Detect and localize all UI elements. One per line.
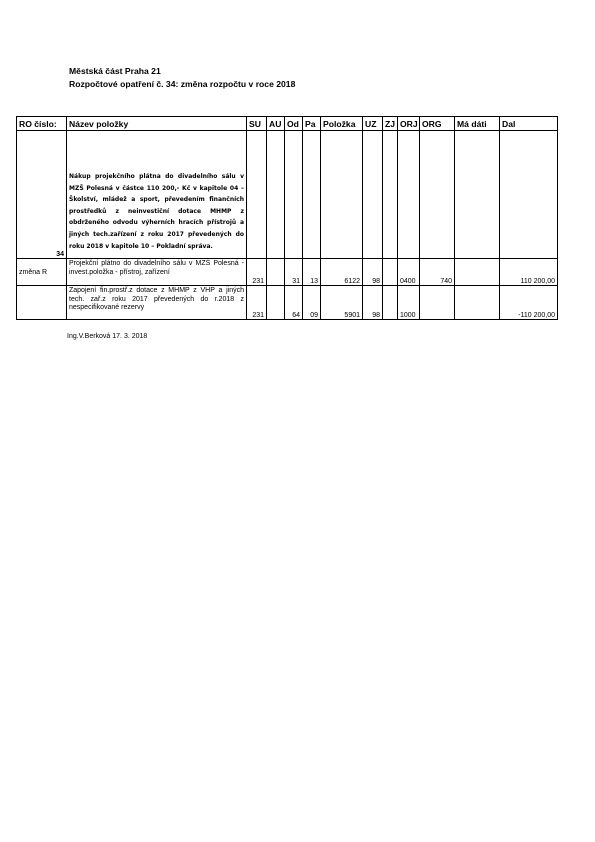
- table-row: [17, 286, 558, 320]
- cell-orj: 0400: [398, 259, 420, 286]
- col-header-uz: UZ: [363, 117, 383, 131]
- table-row: [17, 259, 558, 286]
- document-title: Rozpočtové opatření č. 34: změna rozpočtu v roce 2018: [69, 79, 296, 89]
- cell-ma-dati: [455, 259, 500, 286]
- cell-su: 231: [247, 259, 267, 286]
- cell-pa: 09: [303, 286, 321, 320]
- cell-dal: 110 200,00: [500, 259, 558, 286]
- ro-number: 34: [17, 131, 67, 259]
- col-header-zj: ZJ: [383, 117, 398, 131]
- cell-uz: 98: [363, 259, 383, 286]
- cell-org: [420, 286, 455, 320]
- document-header: [69, 65, 295, 91]
- col-header-orj: ORJ: [398, 117, 420, 131]
- cell-polozka: 6122: [321, 259, 363, 286]
- cell-polozka: 5901: [321, 286, 363, 320]
- municipality-title: Městská část Praha 21: [69, 66, 161, 76]
- col-header-nazev: Název položky: [67, 117, 247, 131]
- col-header-polozka: Položka: [321, 117, 363, 131]
- col-header-ma-dati: Má dáti: [455, 117, 500, 131]
- cell-od: 31: [285, 259, 303, 286]
- description-row: [17, 131, 558, 259]
- col-header-ro: RO číslo:: [17, 117, 67, 131]
- cell-zj: [383, 286, 398, 320]
- col-header-su: SU: [247, 117, 267, 131]
- row-label: změna R: [17, 259, 67, 286]
- signature-line: Ing.V.Berková 17. 3. 2018: [67, 333, 148, 340]
- cell-uz: 98: [363, 286, 383, 320]
- col-header-au: AU: [267, 117, 285, 131]
- col-header-dal: Dal: [500, 117, 558, 131]
- cell-org: 740: [420, 259, 455, 286]
- cell-su: 231: [247, 286, 267, 320]
- cell-zj: [383, 259, 398, 286]
- col-header-pa: Pa: [303, 117, 321, 131]
- cell-ma-dati: [455, 286, 500, 320]
- cell-od: 64: [285, 286, 303, 320]
- cell-pa: 13: [303, 259, 321, 286]
- description-cell: [67, 131, 247, 259]
- row-label: [17, 286, 67, 320]
- cell-au: [267, 286, 285, 320]
- item-name: Projekční plátno do divadelního sálu v MZŠ Polesná - invest.položka - přístroj, zařízení: [67, 259, 247, 286]
- cell-dal: -110 200,00: [500, 286, 558, 320]
- description-text: Nákup projekčního plátna do divadelního sálu v MZŠ Polesná v částce 110 200,- Kč v kapitole 04 – Školství, mládež a sport, převedením finančních prostředků z neinvestiční dotace MHMP z obdrženého odvodu výherních hracích přístrojů a jiných tech.zařízení z roku 2017 převedených do roku 2018 v kapitole 10 – Pokladní správa.: [69, 173, 244, 250]
- budget-table: [16, 116, 558, 320]
- cell-au: [267, 259, 285, 286]
- table-header-row: [17, 117, 558, 131]
- col-header-od: Od: [285, 117, 303, 131]
- item-name: Zapojení fin.prostř.z dotace z MHMP z VHP a jiných tech. zař.z roku 2017 převedených do r.2018 z nespecifikované rezervy: [67, 286, 247, 320]
- col-header-org: ORG: [420, 117, 455, 131]
- cell-orj: 1000: [398, 286, 420, 320]
